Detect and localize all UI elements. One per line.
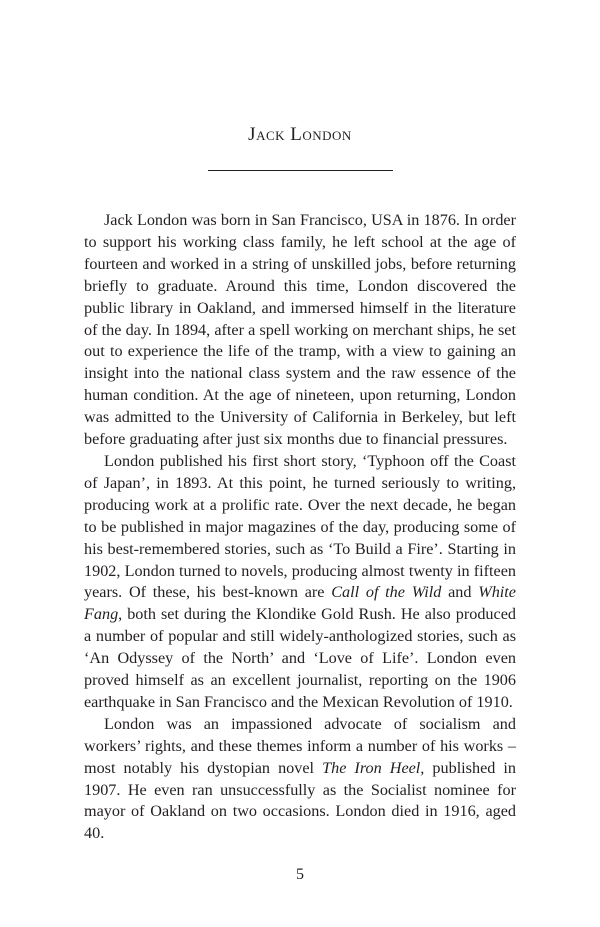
page-number: 5 (296, 866, 304, 883)
page-title: Jack London (248, 124, 352, 145)
paragraph-1 (84, 210, 516, 451)
paragraph-1-text: Jack London was born in San Francisco, USA in 1876. In order to support his working class family, he left school at the age of fourteen and worked in a string of unskilled jobs, before returning briefly to graduate. Around this time, London discovered the public library in Oakland, and immersed himself in the literature of the day. In 1894, after a spell working on merchant ships, he set out to experience the life of the tramp, with a view to gaining an insight into the national class system and the raw essence of the human condition. At the age of nineteen, upon returning, London was admitted to the University of California in Berkeley, but left before graduating after just six months due to financial pressures. (84, 211, 516, 449)
paragraph-2-text-a: London published his first short story, ‘Typhoon off the Coast of Japan’, in 1893. At this point, he turned seriously to writing, producing work at a prolific rate. Over the next decade, he began to be published in major magazines of the day, producing some of his best-remembered stories, such as ‘To Build a Fire’. Starting in 1902, London turned to novels, producing almost twenty in fifteen years. Of these, his best-known are (84, 451, 516, 602)
paragraph-3-text-a: London was an impassioned advocate of socialism and workers’ rights, and these themes inform a number of his works – most notably his dystopian novel (84, 714, 516, 777)
book-title-white-fang: White Fang (84, 583, 516, 624)
book-title-the-iron-heel: The Iron Heel, (322, 758, 425, 777)
paragraph-3-text-b: published in 1907. He even ran unsuccessfully as the Socialist nominee for mayor of Oakland on two occasions. London died in 1916, aged 40. (84, 758, 516, 843)
paragraph-2-text-b: and (441, 583, 479, 602)
biography-text (84, 210, 516, 845)
paragraph-3 (84, 714, 516, 845)
title-underline-rule (208, 170, 393, 171)
paragraph-2 (84, 451, 516, 714)
book-title-call-of-the-wild: Call of the Wild (331, 583, 442, 602)
paragraph-2-text-c: , both set during the Klondike Gold Rush. He also produced a number of popular and still widely-anthologized stories, such as ‘An Odyssey of the North’ and ‘Love of Life’. London even proved himself as an excellent journalist, reporting on the 1906 earthquake in San Francisco and the Mexican Revolution of 1910. (84, 605, 516, 711)
